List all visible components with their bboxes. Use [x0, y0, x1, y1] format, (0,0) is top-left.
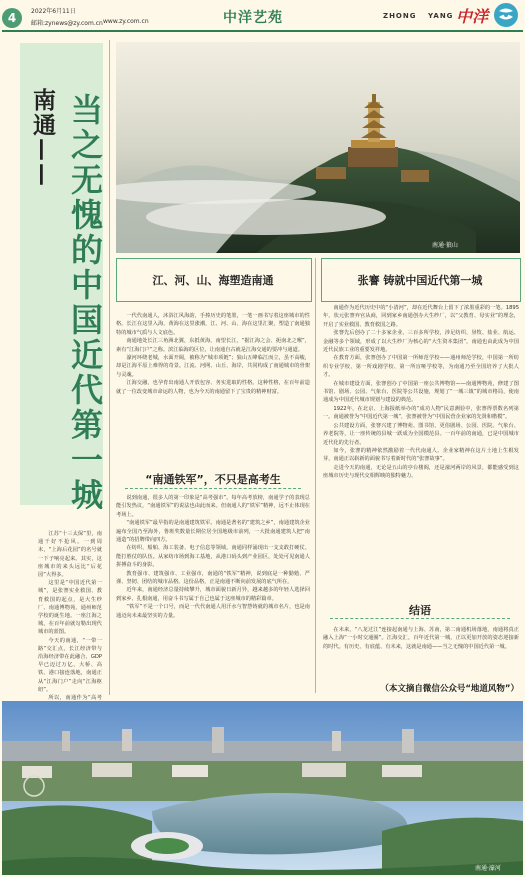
article-paragraph: 公共建设方面，张謇兴建了博物苑、图书馆、更俗剧场、公园、医院、气象台、养老院等，让一座传统的县城一跃成为全国模范县。一百年前的南通，已是中国城市近代化的先行者。	[323, 422, 519, 446]
langshan-photo	[116, 42, 520, 253]
article-paragraph: 南通地处长江三角洲北翼，东抵黄海，南望长江，“据江海之会、扼南北之喉”，素有“江海门户”之称。滨江临海的区位，让南通自古就是江海交通的要冲与通道。	[116, 338, 310, 353]
city-panorama-photo	[2, 701, 523, 875]
sidebar-divider	[109, 40, 110, 695]
article-paragraph: “南通铁军”最早指的是南通建筑铁军。南通是著名的“建筑之乡”，南通建筑企业遍布全国乃至海外，鲁班奖数量长期位居全国地级市前列，一大批南通建筑人把“南通造”的招牌带向四方。	[116, 520, 310, 544]
heading-zhang-jian: 张謇 铸就中国近代第一城	[357, 274, 483, 287]
header-divider	[2, 30, 523, 32]
bottom-photo-caption: 南通·濠河	[475, 865, 501, 872]
article-paragraph: 在未来，“八龙过江”连接起南通与上海、苏南，第二南通机场落地，南通将真正融入上海“一小时交通圈”。江海交汇，百年近代第一城，正以更加开放的姿态迎接新的时代。有历史、有底蕴、有未来，这就是南通——当之无愧的中国近代第一城。	[323, 627, 519, 650]
top-photo-caption: 南通·狼山	[432, 242, 458, 249]
article-paragraph: 江海交融，也孕育出南通人开放包容、务实进取的性格。这种性格，在百年前造就了一位改变城市命运的人物，也为今天的南通留下了宝贵的精神财富。	[116, 380, 310, 395]
title-lead: 南通——	[29, 88, 56, 188]
brand-latin-2: YANG	[428, 12, 454, 20]
sidebar-paragraph: 江苏“十三太保”里，南通干好不抢风。一到周末，“上海后花园”的名号就一下子响亮起来。其实，这座城市的来头远比“后花园”大得多。	[38, 531, 102, 579]
brand-logo-icon	[493, 2, 519, 28]
article-paragraph: “铁军”不是一个口号，而是一代代南通人用汗水与智慧铸就的城市名片，也是南通迈向未来最坚实的力量。	[116, 604, 310, 619]
header-date: 2022年6月11日	[31, 8, 76, 15]
heading-conclusion-rule	[330, 618, 510, 619]
article-paragraph: 近年来，南通经济总量持续攀升，城市面貌日新月异，越来越多的年轻人选择回到家乡、扎根南通，用奋斗书写属于自己也属于这座城市的精彩篇章。	[116, 587, 310, 602]
left-section-1-text	[116, 312, 310, 396]
page-title: 当之无愧的中国近代第一城	[66, 93, 104, 513]
article-paragraph: 濠河环绕老城，水面开阔，被称为“城市项链”；狼山五峰临江而立，虽不高峻，却是江海平原上难得的奇景。江流、河网、山丘、海岸，共同构成了南通城市的骨架与灵魂。	[116, 355, 310, 378]
article-paragraph: 说到南通，很多人的第一印象是“高考强市”。每年高考放榜，南通学子的表现总能引发热议，“南通铁军”的说法也由此而来。但南通人的“铁军”精神，远不止体现在考场上。	[116, 495, 310, 518]
article-paragraph: 南通作为近代历史中的“小清河”，却在近代舞台上留下了浓墨重彩的一笔。1895年，状元张謇弃官从商，回到家乡南通创办大生纱厂，以“父教育、母实业”的理念，开启了实业救国、教育救国之路。	[323, 305, 519, 328]
article-paragraph: 如今，张謇的精神依然激励着一代代南通人。企业家精神在这片土地上生根发芽，南通正以崭新的面貌书写着新时代的“张謇故事”。	[323, 447, 519, 463]
article-paragraph: 在城市建设方面，张謇创办了中国第一座公共博物馆——南通博物苑，修建了图书馆、剧场、公园、气象台、医院等公共设施，规划了“一城三镇”的城市格局，使南通成为中国近代城市规划与建设的典范。	[323, 380, 519, 404]
article-source: （本文摘自微信公众号“地道风物”）	[380, 684, 519, 694]
sidebar-paragraph: 所以，南通作为“高考	[48, 695, 102, 702]
article-paragraph: 在纺织、船舶、海工装备、电子信息等领域，南通同样涌现出一支支敢打硬仗、能打胜仗的队伍。从家纺市场到海工基地，从港口码头到产业园区，处处可见南通人拼搏奋斗的身影。	[116, 545, 310, 569]
heading-jiang-he-shan-hai: 江、河、山、海塑造南通	[152, 274, 274, 287]
page-number: 4	[7, 11, 17, 25]
column-divider	[315, 258, 316, 693]
article-paragraph: 一代代南通人，沐浴江风海韵，手捧历史的笔墨，一笔一画书写着这座城市的性格。长江在这里入海，黄海在这里涨潮，江、河、山、海在这里汇聚，塑造了南通独特的城市气质与人文底色。	[116, 313, 310, 336]
brand-logo-text: 中洋	[456, 7, 489, 26]
article-paragraph: 张謇先后创办了二十多家企业、三百多所学校，涉足纺织、垦牧、盐业、航运、金融等多个领域，形成了以大生纱厂为核心的“大生资本集团”，南通也由此成为中国近代民族工业的重要发祥地。	[323, 330, 519, 354]
article-paragraph: 走进今天的南通，无论是五山的亭台楼阁，还是濠河两岸的风景，都能感受到这座城市历史与现代交相辉映的独特魅力。	[323, 464, 519, 480]
right-section-2-text	[323, 626, 519, 651]
sidebar-paragraph: 今天的南通，“一带一路”交汇点，长江经济带与沿海经济带在此融合，GDP早已迈过万亿，大桥、高铁、港口接连落地，南通正从“江海门户”走向“江海枢纽”。	[38, 637, 102, 693]
header-email: 邮箱:zynews@zy.com.cn	[31, 20, 103, 27]
article-paragraph: 1922年，在北京、上海报纸举办的“成功人物”民意测验中，张謇得票数名列第一。南通被誉为“中国近代第一城”，张謇被誉为“中国民营企业家的先贤和楷模”。	[323, 405, 519, 421]
right-section-1-text	[323, 304, 519, 481]
heading-conclusion: 结语	[409, 604, 431, 617]
section-title: 中洋艺苑	[223, 10, 283, 26]
article-paragraph: 在教育方面，张謇创办了中国第一所师范学校——通州师范学校，中国第一所纺织专业学校、第一所戏剧学校、第一所盲哑学校等，为南通乃至全国培养了大批人才。	[323, 355, 519, 379]
brand-latin-1: ZHONG	[383, 12, 417, 20]
left-section-2-text	[116, 494, 310, 620]
heading-nantong-tiejun: “南通铁军”，不只是高考生	[145, 473, 281, 486]
header-website[interactable]: www.zy.com.cn	[103, 18, 149, 25]
heading-2-rule	[125, 488, 301, 489]
article-paragraph: 教育强市、建筑强市、工业强市，南通的“铁军”精神，说到底是一种勤勉、严谨、坚韧、团结的城市品格。这份品格，正是南通不断向前发展的底气所在。	[116, 570, 310, 586]
sidebar-paragraph: 这里是“中国近代第一城”，是张謇实业救国、教育救国的起点，是大生纱厂、南通博物苑、通州师范学校的诞生地。一座江海之城，在百年前就勾勒出现代城市的蓝图。	[38, 580, 102, 636]
